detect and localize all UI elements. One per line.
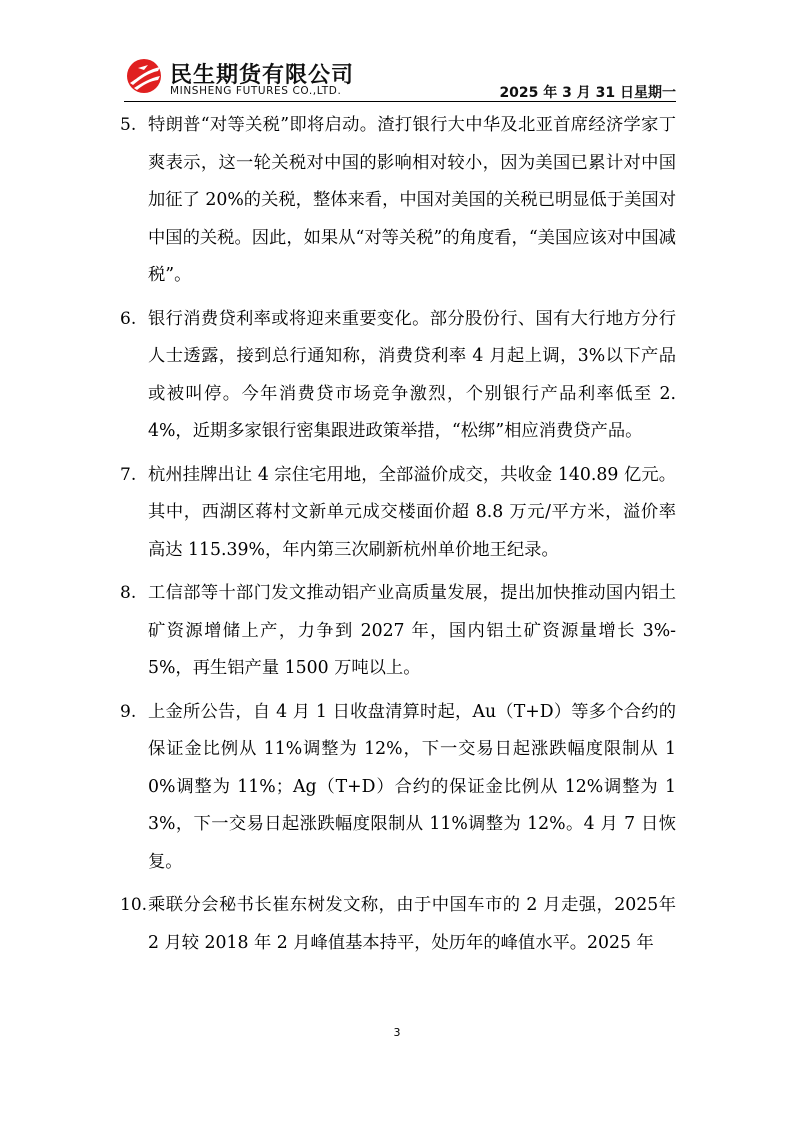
item-number: 7. bbox=[120, 464, 137, 485]
page-number: 3 bbox=[393, 1026, 401, 1039]
page-header bbox=[124, 52, 676, 102]
item-number: 9. bbox=[120, 701, 137, 722]
item-text: 上金所公告，自 4 月 1 日收盘清算时起，Au（T+D）等多个合约的保证金比例从 11%调整为 12%，下一交易日起涨跌幅度限制从 10%调整为 11%；Ag（T+D）合约的保证金比例从 12%调整为 13%，下一交易日起涨跌幅度限制从 11%调整为 12%。4 月 7 日恢复。 bbox=[148, 701, 676, 872]
item-text: 特朗普“对等关税”即将启动。渣打银行大中华及北亚首席经济学家丁爽表示，这一轮关税对中国的影响相对较小，因为美国已累计对中国加征了 20%的关税，整体来看，中国对美国的关税已明显低于美国对中国的关税。因此，如果从“对等关税”的角度看，“美国应该对中国减税”。 bbox=[148, 115, 676, 285]
item-number: 5. bbox=[120, 115, 137, 135]
item-text: 工信部等十部门发文推动铝产业高质量发展，提出加快推动国内铝土矿资源增储上产，力争到 2027 年，国内铝土矿资源量增长 3%-5%，再生铝产量 1500 万吨以上。 bbox=[148, 583, 676, 678]
item-text: 银行消费贷利率或将迎来重要变化。部分股份行、国有大行地方分行人士透露，接到总行通知称，消费贷利率 4 月起上调，3%以下产品或被叫停。今年消费贷市场竞争激烈，个别银行产品利率低至 2.4%，近期多家银行密集跟进政策举措，“松绑”相应消费贷产品。 bbox=[148, 308, 676, 441]
list-item bbox=[120, 301, 676, 451]
header-divider bbox=[124, 101, 676, 102]
item-number: 8. bbox=[120, 583, 137, 603]
list-item bbox=[120, 575, 676, 688]
list-item bbox=[120, 457, 676, 570]
company-name-en: MINSHENG FUTURES CO.,LTD. bbox=[170, 85, 342, 97]
item-text: 杭州挂牌出让 4 宗住宅用地，全部溢价成交，共收金 140.89 亿元。其中，西湖区蒋村文新单元成交楼面价超 8.8 万元/平方米，溢价率高达 115.39%，年内第三次刷新杭州单价地王纪录。 bbox=[148, 464, 676, 560]
news-list bbox=[120, 107, 676, 968]
minsheng-logo-icon bbox=[124, 56, 164, 96]
item-number: 6. bbox=[120, 308, 137, 329]
report-date: 2025 年 3 月 31 日星期一 bbox=[499, 85, 676, 101]
item-number: 10. bbox=[120, 895, 148, 915]
company-name-cn: 民生期货有限公司 bbox=[170, 63, 355, 88]
list-item bbox=[120, 887, 676, 962]
list-item bbox=[120, 107, 676, 295]
item-text: 乘联分会秘书长崔东树发文称，由于中国车市的 2 月走强，2025年 2 月较 2018 年 2 月峰值基本持平，处历年的峰值水平。2025 年 bbox=[148, 895, 676, 953]
list-item bbox=[120, 694, 676, 882]
